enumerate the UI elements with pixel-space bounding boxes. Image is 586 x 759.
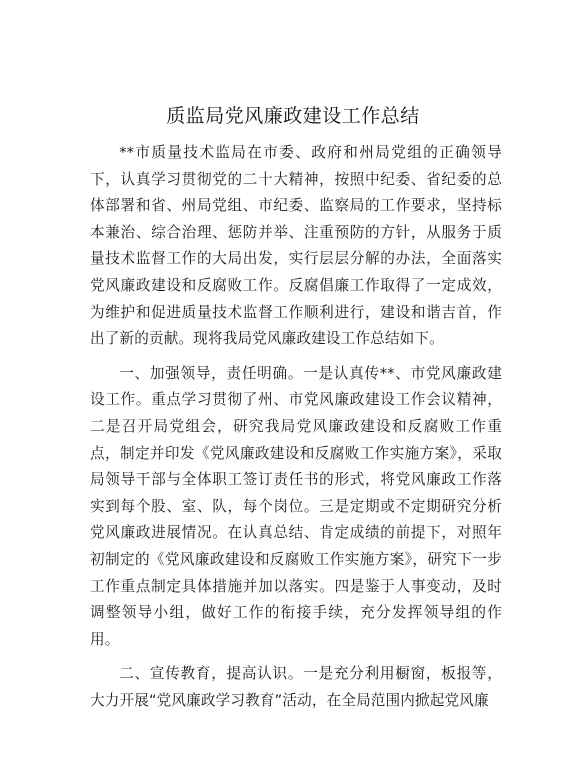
- paragraph-section-one: 一、加强领导，责任明确。一是认真传**、市党风廉政建设工作。重点学习贯彻了州、市党风廉政建设工作会议精神，二是召开局党组会，研究我局党风廉政建设和反腐败工作重点，制定并印发《党风廉政建设和反腐败工作实施方案》，采取局领导干部与全体职工签订责任书的形式，将党风廉政工作落实到每个股、室、队，每个岗位。三是定期或不定期研究分析党风廉政进展情况。在认真总结、肯定成绩的前提下，对照年初制定的《党风廉政建设和反腐败工作实施方案》，研究下一步工作重点制定具体措施并加以落实。四是鉴于人事变动，及时调整领导小组，做好工作的衔接手续，充分发挥领导组的作用。: [90, 364, 502, 648]
- paragraph-intro: **市质量技术监局在市委、政府和州局党组的正确领导下，认真学习贯彻党的二十大精神，按照中纪委、省纪委的总体部署和省、州局党组、市纪委、监察局的工作要求，坚持标本兼治、综合治理、惩防并举、注重预防的方针，从服务于质量技术监督工作的大局出发，实行层层分解的办法，全面落实党风廉政建设和反腐败工作。反腐倡廉工作取得了一定成效，为维护和促进质量技术监督工作顺利进行，建设和谐吉首，作出了新的贡献。现将我局党风廉政建设工作总结如下。: [90, 144, 502, 348]
- paragraph-section-two: 二、宣传教育，提高认识。一是充分利用橱窗，板报等，大力开展“党风廉政学习教育”活动，在全局范围内掀起党风廉: [90, 665, 502, 709]
- document-body: [90, 140, 502, 722]
- document-title: 质监局党风廉政建设工作总结: [166, 105, 420, 127]
